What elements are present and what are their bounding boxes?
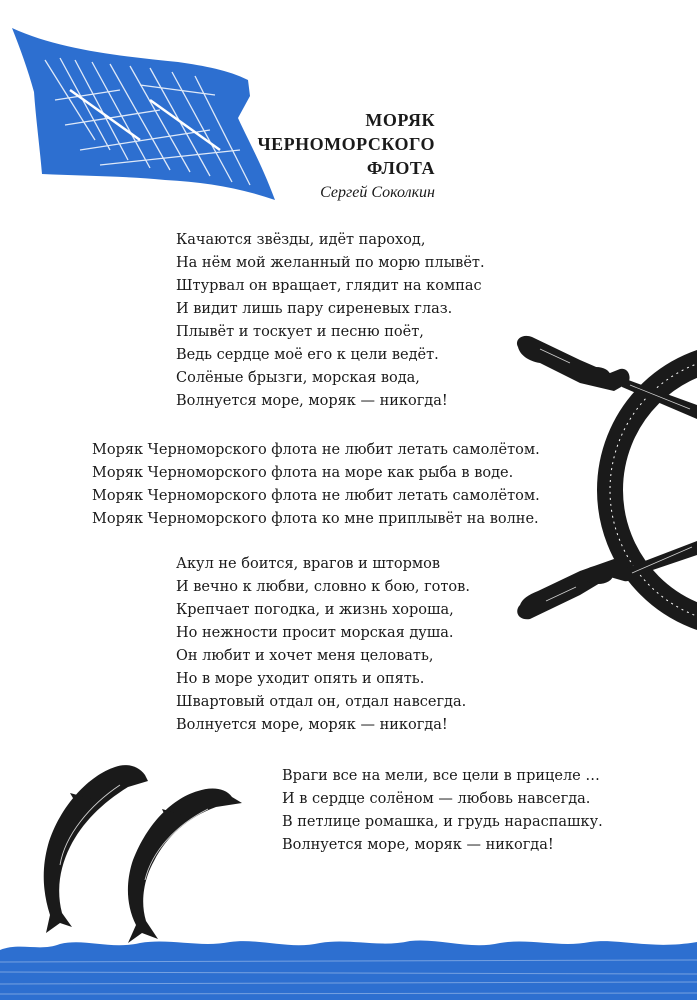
- poem-line: На нём мой желанный по морю плывёт.: [176, 255, 485, 271]
- poem-line: Волнуется море, моряк — никогда!: [176, 717, 448, 733]
- poem-line: И видит лишь пару сиреневых глаз.: [176, 301, 453, 317]
- poem-line: Волнуется море, моряк — никогда!: [176, 393, 448, 409]
- poem-line: В петлице ромашка, и грудь нараспашку.: [282, 814, 603, 830]
- stanza-4: [282, 765, 603, 857]
- poem-line: Моряк Черноморского флота на море как рыба в воде.: [92, 465, 514, 481]
- poem-line: Волнуется море, моряк — никогда!: [282, 837, 554, 853]
- stanza-1: [176, 229, 485, 413]
- poem-author: Сергей Соколкин: [320, 184, 435, 201]
- poem-title-line-1: МОРЯК: [365, 110, 435, 130]
- flag-icon: [0, 0, 300, 210]
- dolphins-icon: [20, 755, 250, 955]
- poem-line: Ведь сердце моё его к цели ведёт.: [176, 347, 439, 363]
- poem-line: Моряк Черноморского флота не любит летать самолётом.: [92, 488, 540, 504]
- poem-line: Плывёт и тоскует и песню поёт,: [176, 324, 424, 340]
- stanza-2-refrain: [92, 439, 540, 531]
- poem-title-line-2: ЧЕРНОМОРСКОГО: [257, 134, 435, 154]
- sea-waves-icon: [0, 938, 697, 1000]
- poem-line: Враги все на мели, все цели в прицеле …: [282, 768, 600, 784]
- title-block: [257, 108, 435, 204]
- poem-line: Моряк Черноморского флота не любит летать самолётом.: [92, 442, 540, 458]
- poem-line: И в сердце солёном — любовь навсегда.: [282, 791, 591, 807]
- poem-line: Но нежности просит морская душа.: [176, 625, 454, 641]
- poem-title-line-3: ФЛОТА: [366, 158, 435, 178]
- poem-line: Он любит и хочет меня целовать,: [176, 648, 434, 664]
- poem-line: Штурвал он вращает, глядит на компас: [176, 278, 482, 294]
- poem-line: Солёные брызги, морская вода,: [176, 370, 420, 386]
- poem-line: Моряк Черноморского флота ко мне приплывёт на волне.: [92, 511, 539, 527]
- poem-line: Швартовый отдал он, отдал навсегда.: [176, 694, 467, 710]
- poem-line: Качаются звёзды, идёт пароход,: [176, 232, 426, 248]
- poem-line: Крепчает погодка, и жизнь хороша,: [176, 602, 454, 618]
- poem-line: Акул не боится, врагов и штормов: [176, 556, 441, 572]
- poem-line: И вечно к любви, словно к бою, готов.: [176, 579, 470, 595]
- stanza-3: [176, 553, 470, 737]
- poem-line: Но в море уходит опять и опять.: [176, 671, 425, 687]
